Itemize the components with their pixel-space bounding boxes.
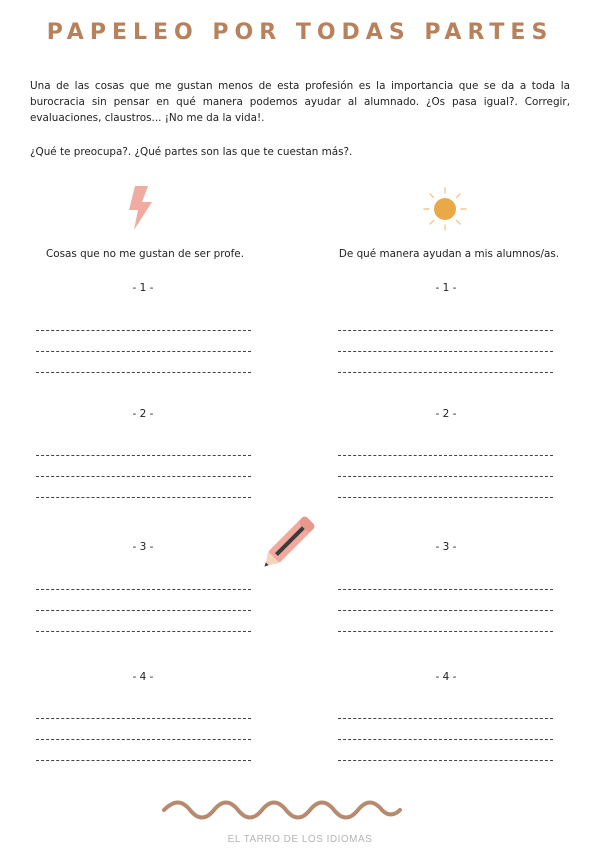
right-answer-line[interactable]	[338, 455, 553, 456]
left-answer-line[interactable]	[36, 760, 251, 761]
page-title: PAPELEO POR TODAS PARTES	[46, 20, 554, 45]
left-answer-line[interactable]	[36, 610, 251, 611]
right-answer-line[interactable]	[338, 760, 553, 761]
left-section-4-label: - 4 -	[132, 671, 154, 683]
right-answer-line[interactable]	[338, 589, 553, 590]
right-answer-line[interactable]	[338, 330, 553, 331]
left-section-1-label: - 1 -	[132, 282, 154, 294]
left-answer-line[interactable]	[36, 589, 251, 590]
right-section-1-label: - 1 -	[435, 282, 457, 294]
left-answer-line[interactable]	[36, 476, 251, 477]
left-answer-line[interactable]	[36, 455, 251, 456]
right-answer-line[interactable]	[338, 351, 553, 352]
right-column-heading: De qué manera ayudan a mis alumnos/as.	[338, 248, 560, 260]
left-answer-line[interactable]	[36, 330, 251, 331]
right-answer-line[interactable]	[338, 718, 553, 719]
sun-icon	[422, 186, 468, 232]
right-section-3-label: - 3 -	[435, 541, 457, 553]
left-answer-line[interactable]	[36, 718, 251, 719]
intro-paragraph: Una de las cosas que me gustan menos de esta profesión es la importancia que se da a toda la burocracia sin pensar en qué manera podemos ayudar al alumnado. ¿Os pasa igual?. Corregir, evaluaciones, claustros... ¡No me da la vida!.	[30, 80, 570, 124]
left-answer-line[interactable]	[36, 497, 251, 498]
lightning-icon	[126, 186, 156, 232]
right-answer-line[interactable]	[338, 610, 553, 611]
right-answer-line[interactable]	[338, 476, 553, 477]
left-section-3-label: - 3 -	[132, 541, 154, 553]
question-paragraph: ¿Qué te preocupa?. ¿Qué partes son las que te cuestan más?.	[30, 146, 353, 158]
left-answer-line[interactable]	[36, 372, 251, 373]
right-answer-line[interactable]	[338, 372, 553, 373]
right-section-4-label: - 4 -	[435, 671, 457, 683]
right-answer-line[interactable]	[338, 631, 553, 632]
right-answer-line[interactable]	[338, 497, 553, 498]
pencil-icon	[258, 506, 326, 572]
left-section-2-label: - 2 -	[132, 408, 154, 420]
left-column-heading: Cosas que no me gustan de ser profe.	[46, 248, 244, 260]
squiggle-decoration	[160, 796, 404, 822]
left-answer-line[interactable]	[36, 351, 251, 352]
left-answer-line[interactable]	[36, 631, 251, 632]
right-section-2-label: - 2 -	[435, 408, 457, 420]
footer-brand: EL TARRO DE LOS IDIOMAS	[227, 834, 373, 845]
right-answer-line[interactable]	[338, 739, 553, 740]
left-answer-line[interactable]	[36, 739, 251, 740]
